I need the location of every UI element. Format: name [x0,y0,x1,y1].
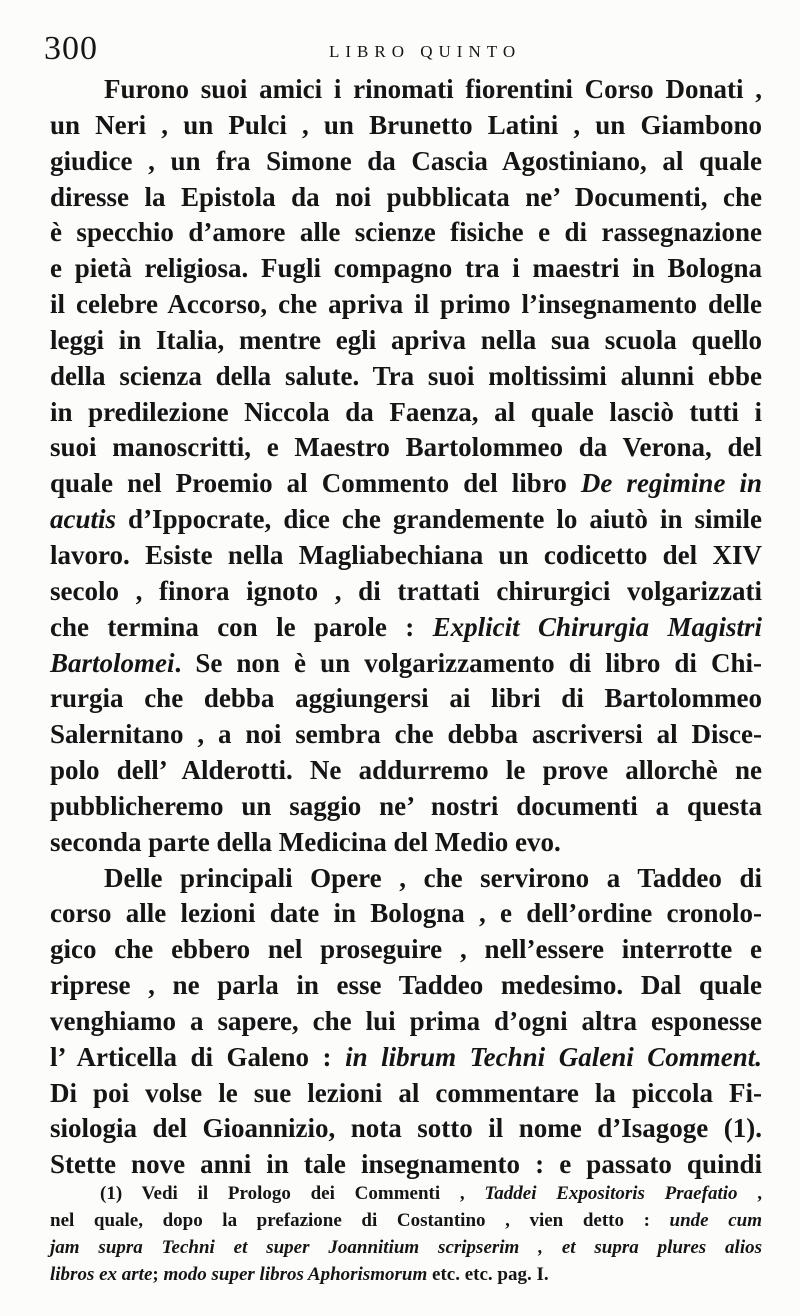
body-line [50,681,762,717]
body-line [50,968,762,1004]
body-line [50,251,762,287]
body-line [50,1004,762,1040]
body-text: Di poi volse le sue lezioni al commentare la piccola Fi- [50,1077,762,1108]
body-text: pubblicheremo un saggio ne’ nostri documenti a questa [50,790,762,821]
body-text: siologia del Gioannizio, nota sotto il nome d’Isagoge (1). [50,1113,762,1144]
footnote-line [50,1180,762,1207]
body-italic-text: acutis [50,504,117,535]
footnote-italic-text: libros ex arte [50,1264,153,1285]
body-line [50,717,762,753]
body-line [50,180,762,216]
footnote-text: ; [152,1264,164,1285]
body-text: seconda parte della Medicina del Medio evo. [50,826,561,857]
body-line [50,430,762,466]
body-line [50,1076,762,1112]
body-line [50,502,762,538]
page-number: 300 [44,30,98,67]
body-line [50,395,762,431]
body-text: quale nel Proemio al Commento del libro [50,468,581,499]
footnote-text: , [737,1183,763,1204]
body-text: polo dell’ Alderotti. Ne addurremo le prove allorchè ne [50,755,762,786]
footnote-text: etc. etc. pag. I. [427,1264,549,1285]
body-text: è specchio d’amore alle scienze fisiche e di rassegnazione [50,217,762,248]
body-line [50,72,762,108]
body-line [50,1147,762,1183]
body-line [50,359,762,395]
footnotes [50,1180,762,1288]
body-text: . Se non è un volgarizzamento di libro di Chi- [174,647,762,678]
body-text: un Neri , un Pulci , un Brunetto Latini , un Giambono [50,109,762,140]
body-text: l’ Articella di Galeno : [50,1041,346,1072]
footnote-italic-text: unde cum [669,1210,762,1231]
body-line [50,287,762,323]
running-head: LIBRO QUINTO [329,42,522,61]
body-italic-text: Bartolomei [50,647,175,678]
body-text: diresse la Epistola da noi pubblicata ne’ Documenti, che [50,181,762,212]
body-line [50,646,762,682]
body-text: Furono suoi amici i rinomati fiorentini Corso Donati , [104,74,762,104]
body-italic-text: Explicit Chirurgia Magistri [432,611,762,642]
footnote-text: (1) Vedi il Prologo dei Commenti , [100,1183,485,1204]
body-text: gico che ebbero nel proseguire , nell’essere interrotte e [50,934,762,965]
body-italic-text: De regimine in [580,468,763,499]
body-text: in predilezione Niccola da Faenza, al quale lasciò tutti i [50,396,762,427]
body-text: suoi manoscritti, e Maestro Bartolommeo da Verona, del [50,432,762,463]
body-line [50,144,762,180]
body-text: secolo , finora ignoto , di trattati chirurgici volgarizzati [50,575,762,606]
body-line [50,1111,762,1147]
body-line [50,108,762,144]
body-line [50,825,762,861]
body-text: Salernitano , a noi sembra che debba ascriversi al Disce- [50,719,762,750]
body-text: Stette nove anni in tale insegnamento : e passato quindi [50,1149,762,1180]
body-text: rurgia che debba aggiungersi ai libri di Bartolommeo [50,683,762,714]
body-text: che termina con le parole : [50,611,433,642]
body-text: giudice , un fra Simone da Cascia Agostiniano, al quale [50,145,762,176]
body-text: venghiamo a sapere, che lui prima d’ogni altra esponesse [50,1005,762,1036]
body-text: della scienza della salute. Tra suoi moltissimi alunni ebbe [50,360,762,391]
body-line [50,789,762,825]
body-text: il celebre Accorso, che apriva il primo l’insegnamento delle [50,289,762,320]
footnote-italic-text: modo super libros Aphorismorum [163,1264,428,1285]
footnote-line [50,1207,762,1234]
footnote-line [50,1261,762,1288]
body-line [50,466,762,502]
footnote-italic-text: Taddei Expositoris Praefatio [484,1183,738,1204]
body-line [50,574,762,610]
body-text: e pietà religiosa. Fugli compagno tra i maestri in Bologna [50,253,762,284]
body-text: leggi in Italia, mentre egli apriva nella sua scuola quello [50,324,762,355]
body-line [50,610,762,646]
footnote-text: nel quale, dopo la prefazione di Costantino , vien detto : [50,1210,670,1231]
body-line [50,538,762,574]
body-text: Delle principali Opere , che servirono a Taddeo di [104,862,762,893]
body-line [50,861,762,897]
footnote-line [50,1234,762,1261]
page-header [44,30,764,70]
body-text: riprese , ne parla in esse Taddeo medesimo. Dal quale [50,970,762,1001]
body-line [50,1040,762,1076]
body-text: corso alle lezioni date in Bologna , e dell’ordine cronolo- [50,898,762,929]
body-line [50,753,762,789]
body-line [50,932,762,968]
body-line [50,896,762,932]
body-text [50,72,762,1183]
body-text: lavoro. Esiste nella Magliabechiana un codicetto del XIV [50,539,762,570]
footnote-italic-text: jam supra Techni et super Joannitium scripserim , et supra plures alios [50,1237,762,1258]
body-line [50,323,762,359]
body-text: d’Ippocrate, dice che grandemente lo aiutò in simile [116,504,762,535]
body-italic-text: in librum Techni Galeni Comment. [345,1041,762,1072]
body-line [50,215,762,251]
